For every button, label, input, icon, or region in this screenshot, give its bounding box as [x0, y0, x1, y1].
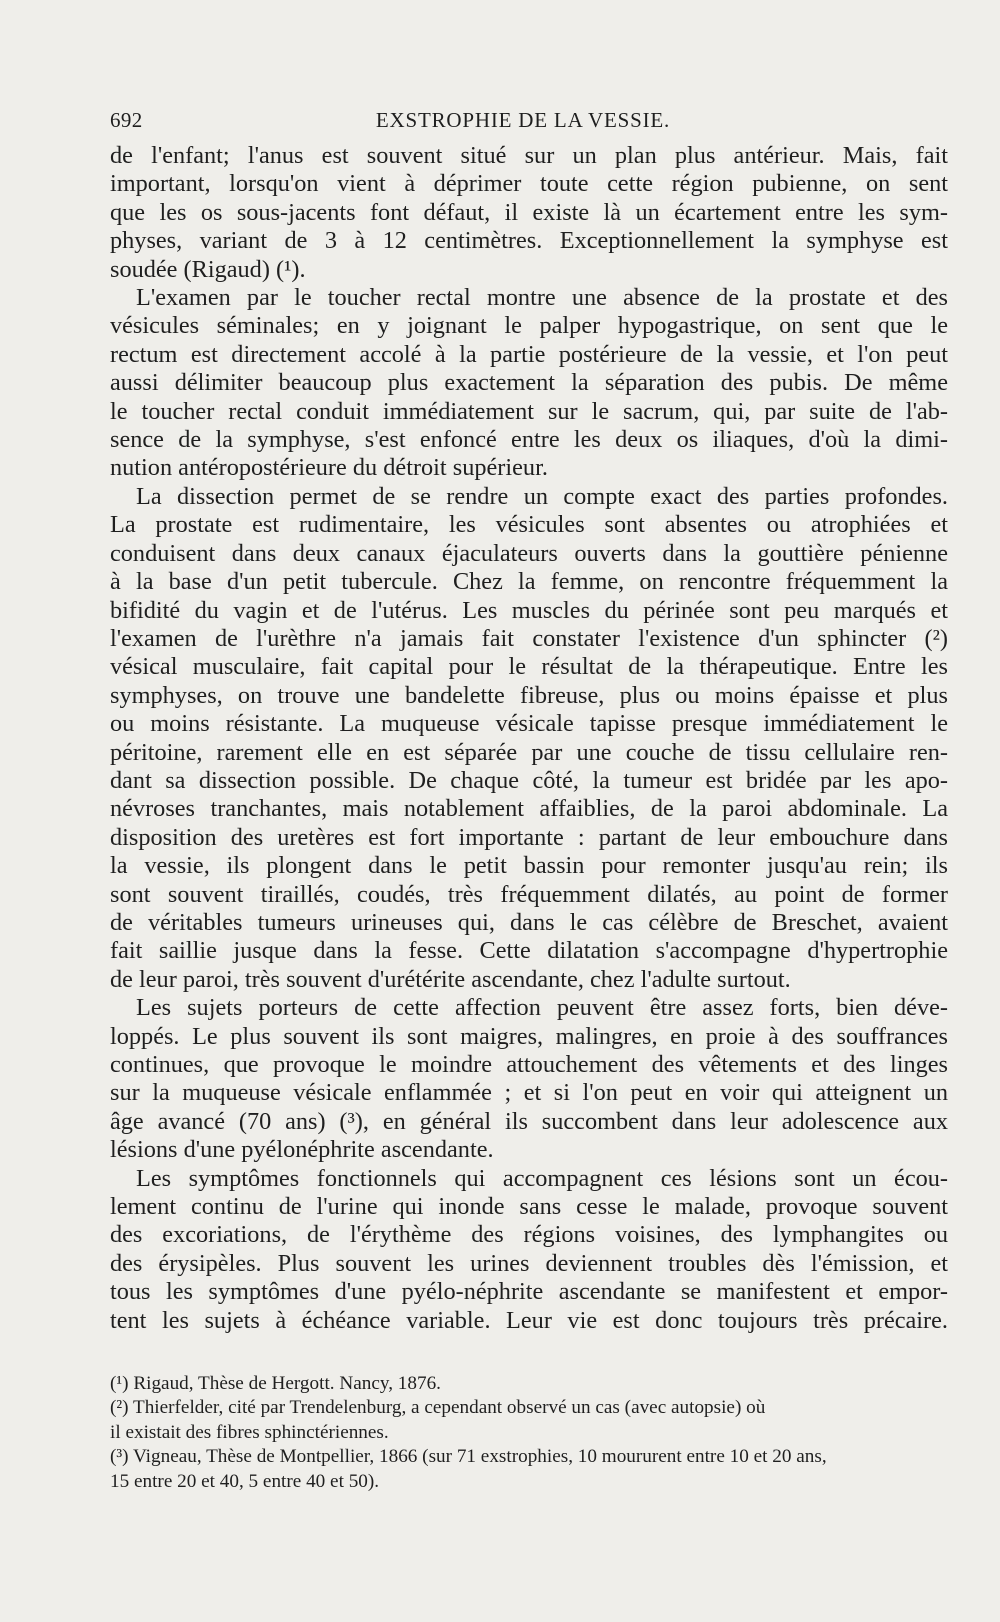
text-line: dant sa dissection possible. De chaque côté, la tumeur est bridée par les apo-	[110, 766, 948, 794]
text-line: vésicules séminales; en y joignant le palper hypogastrique, on sent que le	[110, 312, 948, 340]
footnote-3: (³) Vigneau, Thèse de Montpellier, 1866 (sur 71 exstrophies, 10 moururent entre 10 et 20 ans,	[110, 1446, 827, 1468]
text-line: la vessie, ils plongent dans le petit bassin pour remonter jusqu'au rein; ils	[110, 852, 948, 880]
text-line: péritoine, rarement elle en est séparée par une couche de tissu cellulaire ren-	[110, 738, 948, 766]
text-line: nution antéropostérieure du détroit supérieur.	[110, 454, 548, 482]
text-line: loppés. Le plus souvent ils sont maigres, malingres, en proie à des souffrances	[110, 1022, 948, 1050]
text-line: ou moins résistante. La muqueuse vésicale tapisse presque immédiatement le	[110, 710, 948, 738]
text-line: sence de la symphyse, s'est enfoncé entre les deux os iliaques, d'où la dimi-	[110, 426, 948, 454]
text-line: l'examen de l'urèthre n'a jamais fait constater l'existence d'un sphincter (²)	[110, 624, 948, 652]
text-line: La prostate est rudimentaire, les vésicules sont absentes ou atrophiées et	[110, 511, 948, 539]
text-line: fait saillie jusque dans la fesse. Cette dilatation s'accompagne d'hypertrophie	[110, 937, 948, 965]
page-header	[110, 108, 948, 142]
text-line: des érysipèles. Plus souvent les urines deviennent troubles dès l'émission, et	[110, 1249, 948, 1277]
text-line: disposition des uretères est fort importante : partant de leur embouchure dans	[110, 823, 948, 851]
text-line: important, lorsqu'on vient à déprimer toute cette région pubienne, on sent	[110, 170, 948, 198]
body-text	[110, 142, 948, 1335]
text-line: de leur paroi, très souvent d'urétérite ascendante, chez l'adulte surtout.	[110, 965, 791, 993]
text-line: Les symptômes fonctionnels qui accompagnent ces lésions sont un écou-	[136, 1164, 948, 1192]
text-line: de l'enfant; l'anus est souvent situé sur un plan plus antérieur. Mais, fait	[110, 142, 948, 169]
text-line: de véritables tumeurs urineuses qui, dans le cas célèbre de Breschet, avaient	[110, 908, 948, 936]
running-title: EXSTROPHIE DE LA VESSIE.	[375, 108, 671, 132]
text-line: tent les sujets à échéance variable. Leur vie est donc toujours très précaire.	[110, 1306, 948, 1334]
text-line: que les os sous-jacents font défaut, il existe là un écartement entre les sym-	[110, 198, 948, 226]
text-line: des excoriations, de l'érythème des régions voisines, des lymphangites ou	[110, 1221, 948, 1249]
paragraph-3	[110, 483, 948, 994]
text-line: le toucher rectal conduit immédiatement sur le sacrum, qui, par suite de l'ab-	[110, 397, 948, 425]
text-line: bifidité du vagin et de l'utérus. Les muscles du périnée sont peu marqués et	[110, 596, 948, 624]
text-line: à la base d'un petit tubercule. Chez la femme, on rencontre fréquemment la	[110, 568, 948, 596]
text-line: rectum est directement accolé à la partie postérieure de la vessie, et l'on peut	[110, 340, 948, 368]
text-line: La dissection permet de se rendre un compte exact des parties profondes.	[136, 482, 948, 510]
text-line: physes, variant de 3 à 12 centimètres. Exceptionnellement la symphyse est	[110, 227, 948, 255]
page-number: 692	[110, 108, 143, 132]
text-line: sur la muqueuse vésicale enflammée ; et si l'on peut en voir qui atteignent un	[110, 1079, 948, 1107]
paragraph-2	[110, 284, 948, 483]
text-line: continues, que provoque le moindre attouchement des vêtements et des linges	[110, 1051, 948, 1078]
footnote-2-continuation: il existait des fibres sphinctériennes.	[110, 1421, 389, 1443]
text-line: âge avancé (70 ans) (³), en général ils succombent dans leur adolescence aux	[110, 1107, 948, 1135]
paragraph-1	[110, 142, 948, 284]
text-line: Les sujets porteurs de cette affection peuvent être assez forts, bien déve-	[136, 994, 948, 1022]
text-line: soudée (Rigaud) (¹).	[110, 255, 306, 283]
footnotes	[110, 1372, 948, 1494]
paragraph-5	[110, 1165, 948, 1335]
text-line: symphyses, on trouve une bandelette fibreuse, plus ou moins épaisse et plus	[110, 681, 948, 709]
text-line: lement continu de l'urine qui inonde sans cesse le malade, provoque souvent	[110, 1193, 948, 1221]
text-line: vésical musculaire, fait capital pour le résultat de la thérapeutique. Entre les	[110, 653, 948, 681]
footnote-2: (²) Thierfelder, cité par Trendelenburg, a cependant observé un cas (avec autopsie) où	[110, 1397, 766, 1419]
text-line: aussi délimiter beaucoup plus exactement la séparation des pubis. De même	[110, 369, 948, 397]
text-line: L'examen par le toucher rectal montre une absence de la prostate et des	[136, 284, 948, 312]
text-line: tous les symptômes d'une pyélo-néphrite ascendante se manifestent et empor-	[110, 1278, 948, 1306]
text-line: névroses tranchantes, mais notablement affaiblies, de la paroi abdominale. La	[110, 795, 948, 823]
paragraph-4	[110, 994, 948, 1164]
footnote-1: (¹) Rigaud, Thèse de Hergott. Nancy, 1876.	[110, 1373, 441, 1394]
text-line: sont souvent tiraillés, coudés, très fréquemment dilatés, au point de former	[110, 880, 948, 908]
text-line: lésions d'une pyélonéphrite ascendante.	[110, 1136, 494, 1164]
footnote-3-continuation: 15 entre 20 et 40, 5 entre 40 et 50).	[110, 1470, 380, 1492]
text-line: conduisent dans deux canaux éjaculateurs ouverts dans la gouttière pénienne	[110, 539, 948, 567]
